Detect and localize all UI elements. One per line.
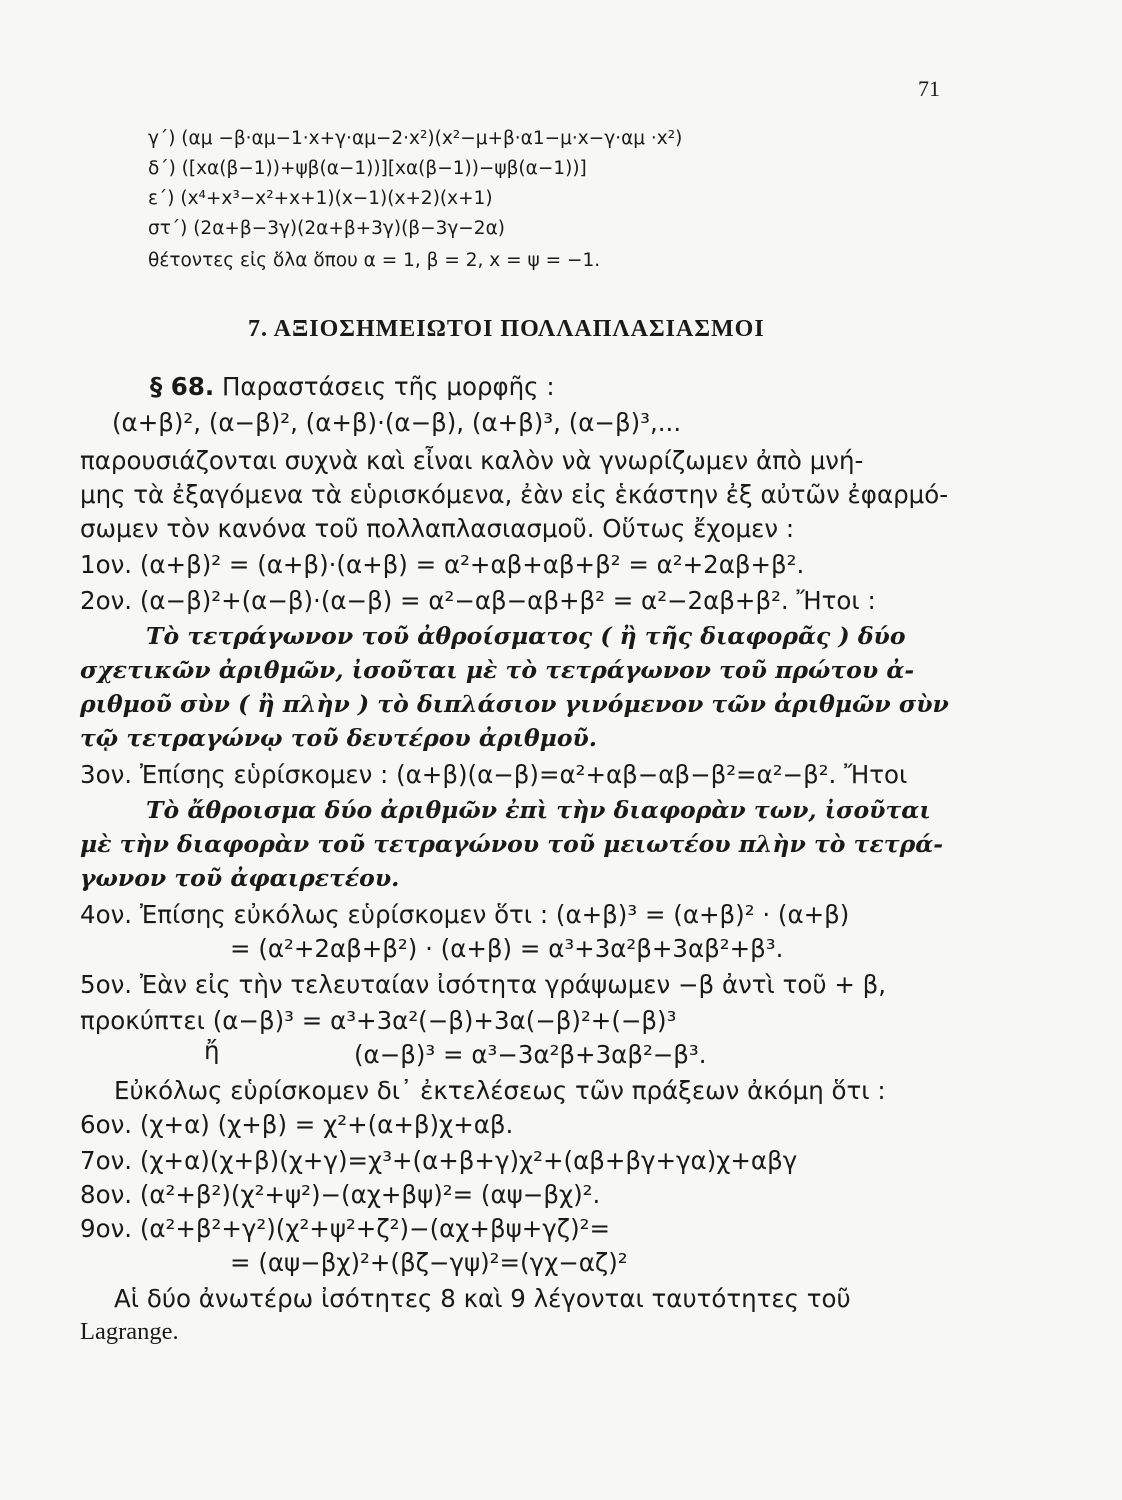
or-word: ἤ <box>204 1036 220 1065</box>
identity-4-cont: = (α²+2αβ+β²) · (α+β) = α³+3α²β+3αβ²+β³. <box>230 934 784 963</box>
section-heading: 7. ΑΞΙΟΣΗΜΕΙΩΤΟΙ ΠΟΛΛΑΠΛΑΣΙΑΣΜΟΙ <box>248 316 765 342</box>
rule-1-line: σχετικῶν ἀριθμῶν, ἰσοῦται μὲ τὸ τετράγωνον τοῦ πρώτου ἀ- <box>80 656 915 684</box>
identity-2: 2ον. (α−β)²+(α−β)·(α−β) = α²−αβ−αβ+β² = α²−2αβ+β². Ἤτοι : <box>80 586 876 615</box>
text-line: Αἱ δύο ἀνωτέρω ἰσότητες 8 καὶ 9 λέγονται ταυτότητες τοῦ <box>114 1284 851 1313</box>
identity-5-cont: προκύπτει (α−β)³ = α³+3α²(−β)+3α(−β)²+(−β)³ <box>80 1006 677 1035</box>
exercise-gamma: γ΄) (αμ −β·αμ−1·x+γ·αμ−2·x²)(x²−μ+β·α1−μ·x−γ·αμ ·x²) <box>148 128 683 149</box>
text-line: μης τὰ ἐξαγόμενα τὰ εὑρισκόμενα, ἐὰν εἰς ἑκάστην ἐξ αὐτῶν ἐφαρμό- <box>80 480 949 509</box>
rule-2-line: Τὸ ἄθροισμα δύο ἀριθμῶν ἐπὶ τὴν διαφορὰν των, ἰσοῦται <box>146 796 931 824</box>
identity-5: 5ον. Ἐὰν εἰς τὴν τελευταίαν ἰσότητα γράψωμεν −β ἀντὶ τοῦ + β, <box>80 970 887 999</box>
identity-4: 4ον. Ἐπίσης εὐκόλως εὑρίσκομεν ὅτι : (α+β)³ = (α+β)² · (α+β) <box>80 900 850 929</box>
rule-1-line: τῷ τετραγώνῳ τοῦ δευτέρου ἀριθμοῦ. <box>80 724 597 752</box>
exercise-substitution: θέτοντες εἰς ὅλα ὅπου α = 1, β = 2, x = ψ = −1. <box>148 250 601 271</box>
identity-7: 7ον. (χ+α)(χ+β)(χ+γ)=χ³+(α+β+γ)χ²+(αβ+βγ+γα)χ+αβγ <box>80 1146 798 1175</box>
forms-line: (α+β)², (α−β)², (α+β)·(α−β), (α+β)³, (α−β)³,... <box>112 408 682 437</box>
identity-6: 6ον. (χ+α) (χ+β) = χ²+(α+β)χ+αβ. <box>80 1110 514 1139</box>
identity-8: 8ον. (α²+β²)(χ²+ψ²)−(αχ+βψ)²= (αψ−βχ)². <box>80 1180 601 1209</box>
paragraph-label: § 68. <box>150 372 215 401</box>
lagrange-word: Lagrange. <box>80 1318 179 1345</box>
text-line: Εὐκόλως εὑρίσκομεν δι᾽ ἐκτελέσεως τῶν πράξεων ἀκόμη ὅτι : <box>114 1076 886 1105</box>
rule-2-line: γωνον τοῦ ἀφαιρετέου. <box>80 864 400 892</box>
identity-9-cont: = (αψ−βχ)²+(βζ−γψ)²=(γχ−αζ)² <box>230 1248 628 1277</box>
rule-1-line: Τὸ τετράγωνον τοῦ ἀθροίσματος ( ἢ τῆς διαφορᾶς ) δύο <box>146 622 906 650</box>
exercise-st: στ΄) (2α+β−3γ)(2α+β+3γ)(β−3γ−2α) <box>148 218 505 239</box>
identity-1: 1ον. (α+β)² = (α+β)·(α+β) = α²+αβ+αβ+β² = α²+2αβ+β². <box>80 550 805 579</box>
rule-2-line: μὲ τὴν διαφορὰν τοῦ τετραγώνου τοῦ μειωτέου πλὴν τὸ τετρά- <box>80 830 944 858</box>
page-number: 71 <box>918 76 940 101</box>
rule-1-line: ριθμοῦ σὺν ( ἢ πλὴν ) τὸ διπλάσιον γινόμενον τῶν ἀριθμῶν σὺν <box>80 690 949 718</box>
identity-3: 3ον. Ἐπίσης εὑρίσκομεν : (α+β)(α−β)=α²+αβ−αβ−β²=α²−β². Ἤτοι <box>80 760 908 789</box>
identity-5-result: (α−β)³ = α³−3α²β+3αβ²−β³. <box>354 1040 707 1069</box>
exercise-delta: δ΄) ([xα(β−1))+ψβ(α−1))][xα(β−1))−ψβ(α−1))] <box>148 158 587 179</box>
paragraph-intro <box>150 372 555 401</box>
text-line: σωμεν τὸν κανόνα τοῦ πολλαπλασιασμοῦ. Οὕτως ἔχομεν : <box>80 514 795 543</box>
identity-9: 9ον. (α²+β²+γ²)(χ²+ψ²+ζ²)−(αχ+βψ+γζ)²= <box>80 1214 611 1243</box>
paragraph-intro-text: Παραστάσεις τῆς μορφῆς : <box>221 372 555 401</box>
exercise-epsilon: ε΄) (x⁴+x³−x²+x+1)(x−1)(x+2)(x+1) <box>148 188 493 209</box>
text-line: παρουσιάζονται συχνὰ καὶ εἶναι καλὸν νὰ γνωρίζωμεν ἀπὸ μνή- <box>80 446 864 475</box>
